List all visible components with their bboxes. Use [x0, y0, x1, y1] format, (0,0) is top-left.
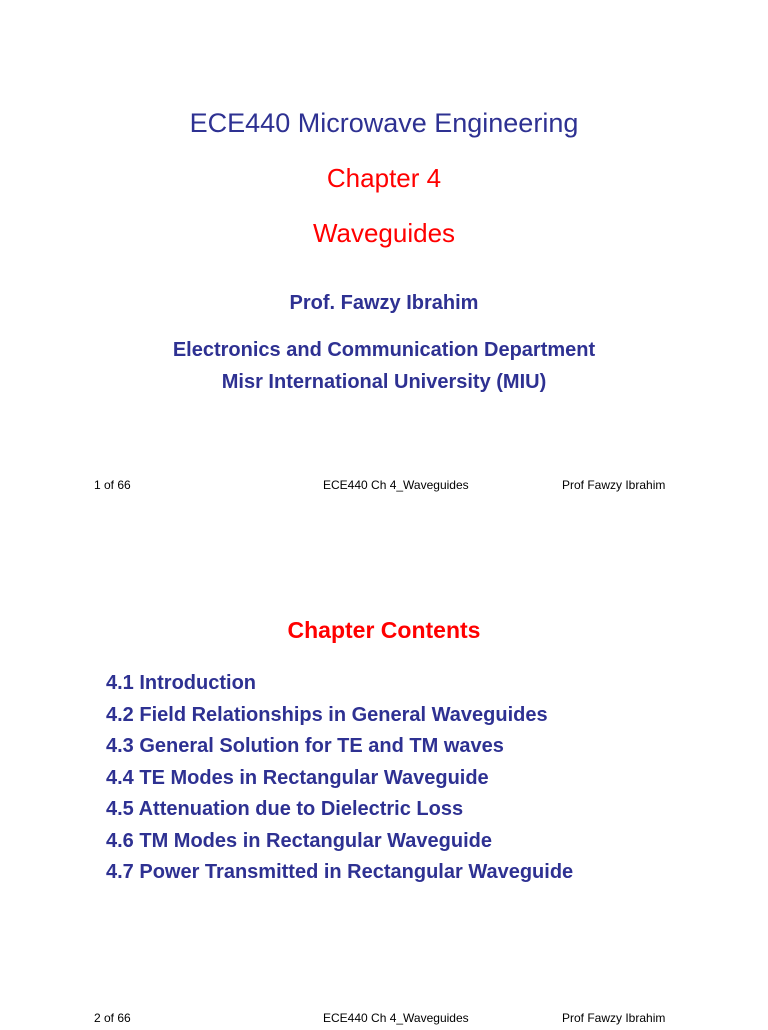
toc-item: 4.4 TE Modes in Rectangular Waveguide [106, 766, 489, 789]
university-name: Misr International University (MIU) [221, 371, 547, 393]
footer-author: Prof Fawzy Ibrahim [562, 1011, 666, 1025]
footer-document-title: ECE440 Ch 4_Waveguides [323, 478, 469, 492]
contents-heading: Chapter Contents [287, 617, 481, 643]
toc-item: 4.7 Power Transmitted in Rectangular Waveguide [106, 861, 574, 883]
footer-page-number: 2 of 66 [94, 1011, 131, 1025]
course-title: ECE440 Microwave Engineering [189, 108, 579, 138]
footer-author: Prof Fawzy Ibrahim [562, 478, 666, 492]
toc-item: 4.6 TM Modes in Rectangular Waveguide [106, 829, 492, 852]
footer-page-number: 1 of 66 [94, 478, 131, 492]
table-of-contents [106, 668, 573, 889]
toc-item: 4.3 General Solution for TE and TM waves [106, 735, 504, 757]
department-name: Electronics and Communication Department [172, 339, 596, 361]
footer-document-title: ECE440 Ch 4_Waveguides [323, 1011, 469, 1025]
chapter-name: Waveguides [312, 218, 456, 248]
author-name: Prof. Fawzy Ibrahim [289, 292, 479, 314]
title-slide [0, 0, 768, 512]
chapter-number: Chapter 4 [326, 163, 442, 193]
toc-item: 4.5 Attenuation due to Dielectric Loss [106, 798, 464, 820]
toc-item: 4.1 Introduction [106, 672, 256, 694]
contents-slide [0, 512, 768, 1024]
toc-item: 4.2 Field Relationships in General Waveguides [106, 703, 548, 726]
